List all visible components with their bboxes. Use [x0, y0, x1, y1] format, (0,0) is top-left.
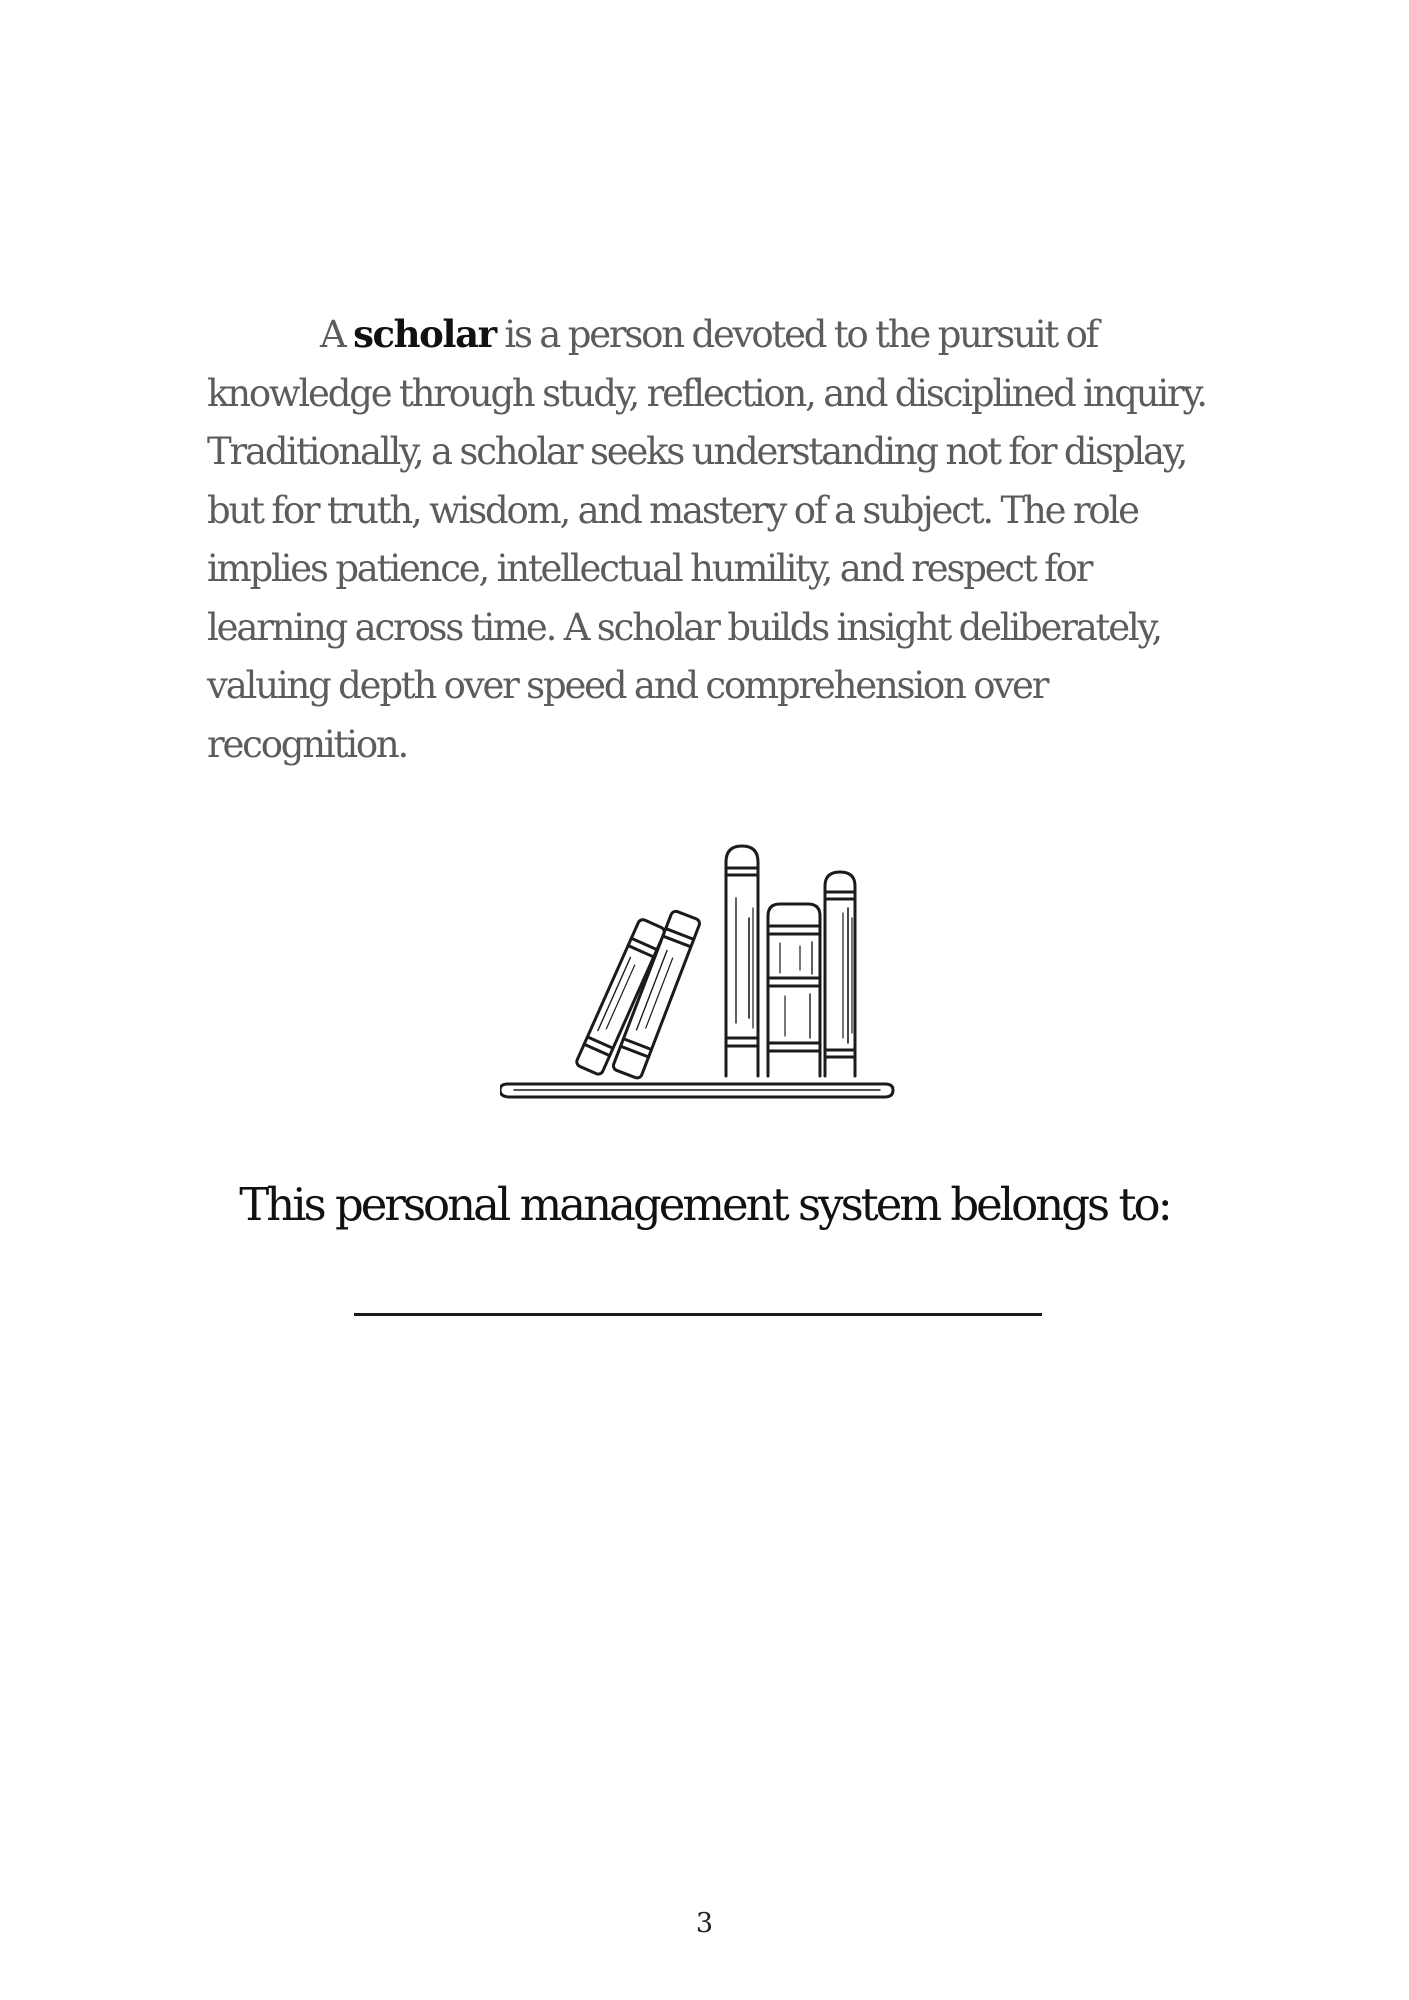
definition-paragraph [207, 305, 1217, 774]
upright-book-icon [825, 872, 855, 1076]
page-number: 3 [695, 1908, 714, 1939]
books-on-shelf-icon [500, 838, 895, 1110]
owner-name-line[interactable] [354, 1313, 1042, 1316]
definition-lead: A [320, 313, 345, 356]
definition-term: scholar [353, 312, 496, 356]
upright-book-icon [726, 846, 758, 1076]
owner-label: This personal management system belongs to: [239, 1178, 1170, 1231]
upright-book-icon [768, 904, 820, 1076]
definition-body: is a person devoted to the pursuit of knowledge through study, reflection, and disciplined inquiry. Traditionally, a scholar seeks understanding not for display, but for truth, wisdom, and mastery of a subject. The role implies patience, intellectual humility, and respect for learning across time. A scholar builds insight deliberately, valuing depth over speed and comprehension over recognition. [207, 313, 1206, 766]
